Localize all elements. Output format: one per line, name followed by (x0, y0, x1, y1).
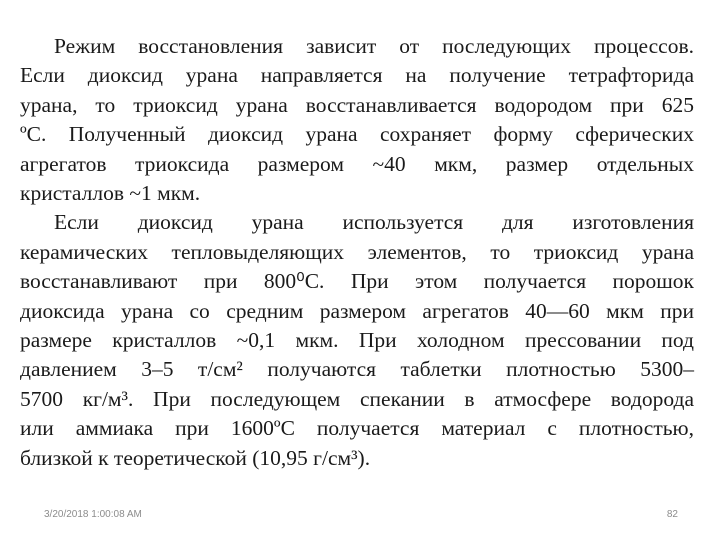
paragraph-1-line: Режим восстановления зависит от последующих процессов. (54, 34, 694, 58)
paragraph-2-line: или аммиака при 1600ºС получается материал с плотностью, (20, 416, 694, 441)
paragraph-2-line: восстанавливают при 800⁰С. При этом получается порошок (20, 269, 694, 294)
paragraph-2-line: Если диоксид урана используется для изготовления (54, 210, 694, 235)
paragraph-2-line: 5700 кг/м³. При последующем спекании в атмосфере водорода (20, 386, 694, 411)
paragraph-2-line: размере кристаллов ~0,1 мкм. При холодном прессовании под (20, 328, 694, 353)
paragraph-1-line: агрегатов триоксида размером ~40 мкм, размер отдельных (20, 151, 694, 176)
paragraph-2-line: диоксида урана со средним размером агрегатов 40—60 мкм при (20, 298, 694, 323)
paragraph-1-line: Если диоксид урана направляется на получение тетрафторида (20, 63, 694, 88)
slide-body-text (20, 32, 694, 473)
paragraph-1-line: урана, то триоксид урана восстанавливается водородом при 625 (20, 92, 694, 117)
paragraph-1-line: кристаллов ~1 мкм. (20, 181, 201, 206)
footer-date: 3/20/2018 1:00:08 AM (44, 509, 142, 520)
footer-page-number: 82 (666, 509, 678, 520)
paragraph-2-line: давлением 3–5 т/см² получаются таблетки плотностью 5300– (20, 357, 694, 382)
paragraph-2-line: близкой к теоретической (10,95 г/см³). (20, 445, 371, 470)
paragraph-1-line: ºС. Полученный диоксид урана сохраняет форму сферических (20, 122, 694, 147)
paragraph-2-line: керамических тепловыделяющих элементов, то триоксид урана (20, 239, 694, 264)
